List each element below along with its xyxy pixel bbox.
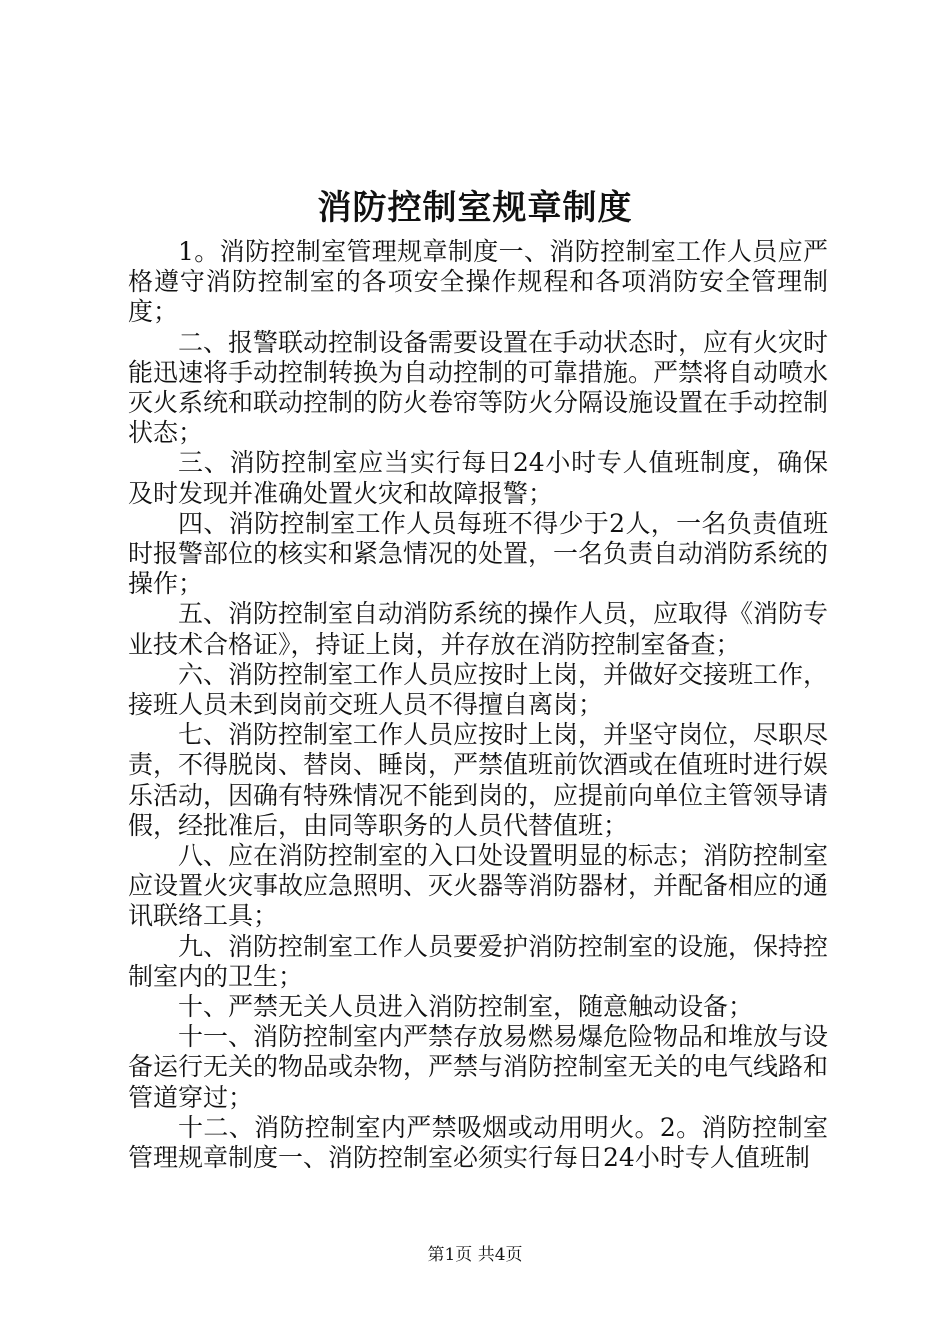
- paragraph-12: 十二、消防控制室内严禁吸烟或动用明火。2。消防控制室管理规章制度一、消防控制室必须实行每日24小时专人值班制: [128, 1112, 828, 1173]
- page-number-footer: 第1页 共4页: [427, 1245, 523, 1265]
- document-title: 消防控制室规章制度: [317, 188, 633, 228]
- paragraph-7: 七、消防控制室工作人员应按时上岗，并坚守岗位，尽职尽责，不得脱岗、替岗、睡岗，严禁值班前饮酒或在值班时进行娱乐活动，因确有特殊情况不能到岗的，应提前向单位主管领导请假，经批准后，由同等职务的人员代替值班；: [128, 720, 829, 840]
- paragraph-6: 六、消防控制室工作人员应按时上岗，并做好交接班工作，接班人员未到岗前交班人员不得擅自离岗；: [128, 659, 829, 720]
- paragraph-11: 十一、消防控制室内严禁存放易燃易爆危险物品和堆放与设备运行无关的物品或杂物，严禁与消防控制室无关的电气线路和管道穿过；: [128, 1022, 829, 1112]
- paragraph-4: 四、消防控制室工作人员每班不得少于2人，一名负责值班时报警部位的核实和紧急情况的处置，一名负责自动消防系统的操作；: [128, 508, 829, 599]
- paragraph-1: 1。消防控制室管理规章制度一、消防控制室工作人员应严格遵守消防控制室的各项安全操作规程和各项消防安全管理制度；: [128, 237, 828, 327]
- paragraph-2: 二、报警联动控制设备需要设置在手动状态时，应有火灾时能迅速将手动控制转换为自动控制的可靠措施。严禁将自动喷水灭火系统和联动控制的防火卷帘等防火分隔设施设置在手动控制状态；: [128, 327, 829, 448]
- paragraph-3: 三、消防控制室应当实行每日24小时专人值班制度，确保及时发现并准确处置火灾和故障报警；: [128, 448, 828, 508]
- paragraph-9: 九、消防控制室工作人员要爱护消防控制室的设施，保持控制室内的卫生；: [128, 931, 829, 991]
- paragraph-10: 十、严禁无关人员进入消防控制室，随意触动设备；: [178, 992, 754, 1022]
- paragraph-8: 八、应在消防控制室的入口处设置明显的标志；消防控制室应设置火灾事故应急照明、灭火器等消防器材，并配备相应的通讯联络工具；: [128, 841, 829, 931]
- paragraph-5: 五、消防控制室自动消防系统的操作人员，应取得《消防专业技术合格证》，持证上岗，并存放在消防控制室备查；: [128, 599, 829, 659]
- document-body: [128, 237, 828, 1173]
